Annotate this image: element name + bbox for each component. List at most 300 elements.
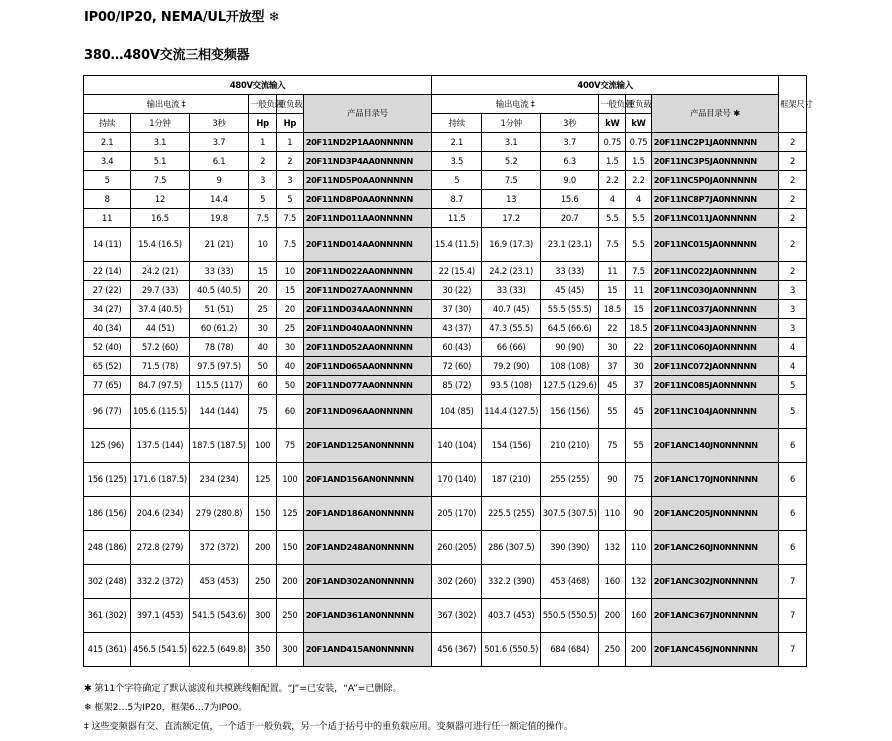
cell-400-catalog-number: 20F11NC2P1JA0NNNNN [651, 133, 778, 152]
cell-480-three-seconds: 115.5 (117) [189, 376, 249, 395]
cell-480-one-minute: 29.7 (33) [131, 281, 190, 300]
cell-400-nd-kw: 132 [599, 531, 626, 565]
cell-480-one-minute: 12 [131, 190, 190, 209]
cell-400-nd-kw: 1.5 [599, 152, 626, 171]
cell-480-hd-hp: 2 [277, 152, 304, 171]
cell-480-continuous: 156 (125) [84, 463, 131, 497]
cell-400-catalog-number: 20F11NC011JA0NNNNN [651, 209, 778, 228]
cell-480-hd-hp: 25 [277, 319, 304, 338]
cell-480-nd-hp: 10 [249, 228, 277, 262]
cell-480-one-minute: 3.1 [131, 133, 190, 152]
cell-480-catalog-number: 20F11ND014AA0NNNNN [303, 228, 431, 262]
cell-480-one-minute: 171.6 (187.5) [131, 463, 190, 497]
header-400-output-current: 输出电流 ‡ [432, 95, 599, 114]
cell-400-three-seconds: 90 (90) [540, 338, 599, 357]
cell-400-hd-kw: 7.5 [626, 262, 652, 281]
cell-400-nd-kw: 160 [599, 565, 626, 599]
cell-frame-size: 2 [779, 152, 807, 171]
cell-frame-size: 6 [779, 429, 807, 463]
cell-480-hd-hp: 7.5 [277, 228, 304, 262]
cell-400-hd-kw: 15 [626, 300, 652, 319]
cell-480-nd-hp: 25 [249, 300, 277, 319]
cell-400-three-seconds: 550.5 (550.5) [540, 599, 599, 633]
header-480-continuous: 持续 [84, 114, 131, 133]
cell-400-catalog-number: 20F11NC022JA0NNNNN [651, 262, 778, 281]
cell-400-catalog-number: 20F11NC072JA0NNNNN [651, 357, 778, 376]
cell-480-one-minute: 456.5 (541.5) [131, 633, 190, 667]
cell-400-one-minute: 17.2 [482, 209, 541, 228]
cell-400-one-minute: 33 (33) [482, 281, 541, 300]
cell-400-hd-kw: 90 [626, 497, 652, 531]
cell-480-hd-hp: 250 [277, 599, 304, 633]
cell-480-one-minute: 204.6 (234) [131, 497, 190, 531]
cell-frame-size: 2 [779, 262, 807, 281]
header-480-heavy-duty: 重负载 [277, 95, 304, 114]
table-row [84, 300, 807, 319]
table-row [84, 262, 807, 281]
cell-480-one-minute: 24.2 (21) [131, 262, 190, 281]
cell-400-one-minute: 79.2 (90) [482, 357, 541, 376]
cell-400-one-minute: 47.3 (55.5) [482, 319, 541, 338]
cell-480-three-seconds: 279 (280.8) [189, 497, 249, 531]
table-row [84, 152, 807, 171]
cell-400-one-minute: 3.1 [482, 133, 541, 152]
cell-frame-size: 4 [779, 338, 807, 357]
cell-400-catalog-number: 20F1ANC170JN0NNNNN [651, 463, 778, 497]
header-frame-size: 框架尺寸 [779, 76, 807, 133]
cell-400-continuous: 2.1 [432, 133, 482, 152]
cell-480-continuous: 65 (52) [84, 357, 131, 376]
cell-400-catalog-number: 20F11NC037JA0NNNNN [651, 300, 778, 319]
cell-400-catalog-number: 20F1ANC140JN0NNNNN [651, 429, 778, 463]
cell-480-continuous: 3.4 [84, 152, 131, 171]
cell-480-catalog-number: 20F11ND027AA0NNNNN [303, 281, 431, 300]
header-400-hd-kw: kW [626, 114, 652, 133]
cell-400-hd-kw: 5.5 [626, 209, 652, 228]
cell-480-hd-hp: 60 [277, 395, 304, 429]
cell-480-one-minute: 15.4 (16.5) [131, 228, 190, 262]
cell-480-nd-hp: 3 [249, 171, 277, 190]
header-480-hd-hp: Hp [277, 114, 304, 133]
header-480-normal-duty: 一般负载 [249, 95, 277, 114]
cell-480-one-minute: 332.2 (372) [131, 565, 190, 599]
cell-400-one-minute: 332.2 (390) [482, 565, 541, 599]
cell-400-hd-kw: 2.2 [626, 171, 652, 190]
cell-480-one-minute: 57.2 (60) [131, 338, 190, 357]
cell-480-nd-hp: 2 [249, 152, 277, 171]
cell-400-three-seconds: 127.5 (129.6) [540, 376, 599, 395]
cell-400-continuous: 8.7 [432, 190, 482, 209]
cell-frame-size: 2 [779, 209, 807, 228]
cell-480-three-seconds: 33 (33) [189, 262, 249, 281]
cell-400-one-minute: 403.7 (453) [482, 599, 541, 633]
cell-frame-size: 3 [779, 281, 807, 300]
cell-frame-size: 5 [779, 395, 807, 429]
cell-480-hd-hp: 125 [277, 497, 304, 531]
table-row [84, 209, 807, 228]
cell-400-continuous: 140 (104) [432, 429, 482, 463]
header-480-output-current: 输出电流 ‡ [84, 95, 249, 114]
cell-480-hd-hp: 50 [277, 376, 304, 395]
cell-480-nd-hp: 350 [249, 633, 277, 667]
cell-480-one-minute: 44 (51) [131, 319, 190, 338]
cell-480-three-seconds: 9 [189, 171, 249, 190]
footnote-frame-ip: ❄ 框架2…5为IP20，框架6…7为IP00。 [84, 702, 248, 713]
cell-480-hd-hp: 10 [277, 262, 304, 281]
cell-480-hd-hp: 3 [277, 171, 304, 190]
cell-480-catalog-number: 20F1AND302AN0NNNNN [303, 565, 431, 599]
cell-400-nd-kw: 55 [599, 395, 626, 429]
cell-400-hd-kw: 55 [626, 429, 652, 463]
table-row [84, 531, 807, 565]
cell-400-continuous: 456 (367) [432, 633, 482, 667]
cell-400-three-seconds: 453 (468) [540, 565, 599, 599]
cell-400-hd-kw: 11 [626, 281, 652, 300]
cell-400-nd-kw: 11 [599, 262, 626, 281]
cell-480-nd-hp: 200 [249, 531, 277, 565]
cell-480-nd-hp: 50 [249, 357, 277, 376]
cell-480-catalog-number: 20F1AND186AN0NNNNN [303, 497, 431, 531]
table-row [84, 376, 807, 395]
cell-400-hd-kw: 45 [626, 395, 652, 429]
cell-480-continuous: 8 [84, 190, 131, 209]
cell-400-one-minute: 24.2 (23.1) [482, 262, 541, 281]
cell-400-hd-kw: 0.75 [626, 133, 652, 152]
cell-400-catalog-number: 20F1ANC205JN0NNNNN [651, 497, 778, 531]
cell-400-hd-kw: 110 [626, 531, 652, 565]
table-row [84, 281, 807, 300]
table-body [84, 133, 807, 667]
cell-400-three-seconds: 20.7 [540, 209, 599, 228]
cell-400-nd-kw: 2.2 [599, 171, 626, 190]
cell-400-one-minute: 187 (210) [482, 463, 541, 497]
cell-480-catalog-number: 20F1AND415AN0NNNNN [303, 633, 431, 667]
cell-480-catalog-number: 20F11ND3P4AA0NNNNN [303, 152, 431, 171]
cell-400-three-seconds: 45 (45) [540, 281, 599, 300]
cell-400-hd-kw: 37 [626, 376, 652, 395]
cell-frame-size: 4 [779, 357, 807, 376]
cell-400-three-seconds: 23.1 (23.1) [540, 228, 599, 262]
cell-400-catalog-number: 20F1ANC456JN0NNNNN [651, 633, 778, 667]
cell-400-continuous: 72 (60) [432, 357, 482, 376]
table-row [84, 357, 807, 376]
table-row [84, 565, 807, 599]
cell-400-catalog-number: 20F1ANC367JN0NNNNN [651, 599, 778, 633]
cell-frame-size: 6 [779, 531, 807, 565]
table-row [84, 133, 807, 152]
cell-400-continuous: 170 (140) [432, 463, 482, 497]
cell-frame-size: 5 [779, 376, 807, 395]
cell-400-one-minute: 13 [482, 190, 541, 209]
cell-480-catalog-number: 20F11ND096AA0NNNNN [303, 395, 431, 429]
cell-400-hd-kw: 22 [626, 338, 652, 357]
cell-400-nd-kw: 110 [599, 497, 626, 531]
cell-frame-size: 6 [779, 497, 807, 531]
header-400-continuous: 持续 [432, 114, 482, 133]
footnote-duty-ratings: ‡ 这些变频器有交、直流额定值，一个适于一般负载，另一个适于括号中的重负载应用。变频器可进行任一额定值的操作。 [84, 721, 573, 732]
cell-480-three-seconds: 622.5 (649.8) [189, 633, 249, 667]
cell-480-catalog-number: 20F11ND052AA0NNNNN [303, 338, 431, 357]
cell-400-continuous: 22 (15.4) [432, 262, 482, 281]
cell-480-catalog-number: 20F1AND361AN0NNNNN [303, 599, 431, 633]
cell-400-continuous: 60 (43) [432, 338, 482, 357]
cell-400-hd-kw: 200 [626, 633, 652, 667]
cell-400-three-seconds: 156 (156) [540, 395, 599, 429]
cell-480-one-minute: 5.1 [131, 152, 190, 171]
cell-400-catalog-number: 20F1ANC302JN0NNNNN [651, 565, 778, 599]
cell-400-nd-kw: 4 [599, 190, 626, 209]
cell-400-continuous: 30 (22) [432, 281, 482, 300]
cell-400-nd-kw: 7.5 [599, 228, 626, 262]
cell-480-nd-hp: 300 [249, 599, 277, 633]
cell-400-nd-kw: 30 [599, 338, 626, 357]
cell-480-one-minute: 272.8 (279) [131, 531, 190, 565]
cell-400-continuous: 43 (37) [432, 319, 482, 338]
table-row [84, 463, 807, 497]
table-row [84, 395, 807, 429]
cell-480-nd-hp: 125 [249, 463, 277, 497]
cell-480-one-minute: 71.5 (78) [131, 357, 190, 376]
cell-400-hd-kw: 1.5 [626, 152, 652, 171]
cell-480-nd-hp: 20 [249, 281, 277, 300]
cell-400-nd-kw: 200 [599, 599, 626, 633]
cell-400-nd-kw: 90 [599, 463, 626, 497]
page-title: IP00/IP20, NEMA/UL开放型 ❄ [84, 10, 280, 25]
table-row [84, 319, 807, 338]
cell-400-nd-kw: 22 [599, 319, 626, 338]
cell-400-three-seconds: 55.5 (55.5) [540, 300, 599, 319]
cell-400-one-minute: 16.9 (17.3) [482, 228, 541, 262]
cell-400-three-seconds: 255 (255) [540, 463, 599, 497]
cell-frame-size: 7 [779, 565, 807, 599]
cell-400-three-seconds: 6.3 [540, 152, 599, 171]
cell-frame-size: 2 [779, 133, 807, 152]
cell-400-catalog-number: 20F11NC085JA0NNNNN [651, 376, 778, 395]
table-row [84, 338, 807, 357]
cell-400-three-seconds: 33 (33) [540, 262, 599, 281]
header-400-normal-duty: 一般负载 [599, 95, 626, 114]
cell-400-one-minute: 5.2 [482, 152, 541, 171]
cell-frame-size: 3 [779, 319, 807, 338]
cell-400-nd-kw: 250 [599, 633, 626, 667]
header-480-three-seconds: 3秒 [189, 114, 249, 133]
cell-400-hd-kw: 18.5 [626, 319, 652, 338]
cell-480-nd-hp: 100 [249, 429, 277, 463]
cell-frame-size: 7 [779, 633, 807, 667]
header-400-catalog-number: 产品目录号 ✱ [651, 95, 778, 133]
header-480v-input: 480V交流输入 [84, 76, 432, 95]
cell-400-continuous: 11.5 [432, 209, 482, 228]
cell-480-continuous: 52 (40) [84, 338, 131, 357]
cell-480-continuous: 11 [84, 209, 131, 228]
cell-400-one-minute: 40.7 (45) [482, 300, 541, 319]
cell-480-three-seconds: 14.4 [189, 190, 249, 209]
cell-400-three-seconds: 307.5 (307.5) [540, 497, 599, 531]
cell-480-hd-hp: 15 [277, 281, 304, 300]
cell-480-continuous: 125 (96) [84, 429, 131, 463]
cell-480-continuous: 302 (248) [84, 565, 131, 599]
table-row [84, 190, 807, 209]
cell-480-continuous: 5 [84, 171, 131, 190]
cell-480-hd-hp: 7.5 [277, 209, 304, 228]
cell-480-hd-hp: 200 [277, 565, 304, 599]
cell-400-nd-kw: 5.5 [599, 209, 626, 228]
cell-400-continuous: 5 [432, 171, 482, 190]
cell-400-continuous: 15.4 (11.5) [432, 228, 482, 262]
cell-400-continuous: 3.5 [432, 152, 482, 171]
cell-400-nd-kw: 37 [599, 357, 626, 376]
section-title: 380…480V交流三相变频器 [84, 48, 250, 63]
cell-480-hd-hp: 20 [277, 300, 304, 319]
cell-480-three-seconds: 40.5 (40.5) [189, 281, 249, 300]
cell-400-catalog-number: 20F11NC043JA0NNNNN [651, 319, 778, 338]
cell-400-catalog-number: 20F1ANC260JN0NNNNN [651, 531, 778, 565]
cell-480-continuous: 186 (156) [84, 497, 131, 531]
table-row [84, 171, 807, 190]
cell-480-hd-hp: 150 [277, 531, 304, 565]
cell-480-three-seconds: 97.5 (97.5) [189, 357, 249, 376]
cell-480-continuous: 248 (186) [84, 531, 131, 565]
cell-480-continuous: 361 (302) [84, 599, 131, 633]
cell-480-one-minute: 137.5 (144) [131, 429, 190, 463]
cell-400-nd-kw: 18.5 [599, 300, 626, 319]
cell-480-one-minute: 7.5 [131, 171, 190, 190]
cell-480-hd-hp: 300 [277, 633, 304, 667]
cell-480-three-seconds: 21 (21) [189, 228, 249, 262]
cell-480-nd-hp: 7.5 [249, 209, 277, 228]
cell-400-hd-kw: 160 [626, 599, 652, 633]
cell-frame-size: 7 [779, 599, 807, 633]
cell-480-catalog-number: 20F11ND040AA0NNNNN [303, 319, 431, 338]
cell-480-three-seconds: 187.5 (187.5) [189, 429, 249, 463]
cell-400-catalog-number: 20F11NC8P7JA0NNNNN [651, 190, 778, 209]
cell-480-three-seconds: 541.5 (543.6) [189, 599, 249, 633]
cell-480-three-seconds: 234 (234) [189, 463, 249, 497]
cell-480-three-seconds: 144 (144) [189, 395, 249, 429]
cell-480-three-seconds: 372 (372) [189, 531, 249, 565]
cell-400-one-minute: 114.4 (127.5) [482, 395, 541, 429]
cell-480-continuous: 415 (361) [84, 633, 131, 667]
cell-400-continuous: 367 (302) [432, 599, 482, 633]
header-400-heavy-duty: 重负载 [626, 95, 652, 114]
cell-480-catalog-number: 20F11ND2P1AA0NNNNN [303, 133, 431, 152]
cell-400-continuous: 260 (205) [432, 531, 482, 565]
cell-480-hd-hp: 1 [277, 133, 304, 152]
cell-400-three-seconds: 390 (390) [540, 531, 599, 565]
header-480-catalog-number: 产品目录号 [303, 95, 431, 133]
header-480-nd-hp: Hp [249, 114, 277, 133]
cell-400-catalog-number: 20F11NC5P0JA0NNNNN [651, 171, 778, 190]
cell-480-continuous: 40 (34) [84, 319, 131, 338]
cell-400-hd-kw: 4 [626, 190, 652, 209]
cell-400-continuous: 85 (72) [432, 376, 482, 395]
cell-400-continuous: 205 (170) [432, 497, 482, 531]
table-row [84, 429, 807, 463]
cell-400-continuous: 104 (85) [432, 395, 482, 429]
cell-400-continuous: 37 (30) [432, 300, 482, 319]
cell-400-hd-kw: 5.5 [626, 228, 652, 262]
cell-400-nd-kw: 15 [599, 281, 626, 300]
cell-400-one-minute: 286 (307.5) [482, 531, 541, 565]
table-row [84, 497, 807, 531]
cell-480-hd-hp: 30 [277, 338, 304, 357]
cell-frame-size: 2 [779, 171, 807, 190]
footnotes [84, 679, 573, 736]
cell-480-hd-hp: 100 [277, 463, 304, 497]
cell-480-continuous: 27 (22) [84, 281, 131, 300]
cell-400-one-minute: 225.5 (255) [482, 497, 541, 531]
cell-480-nd-hp: 30 [249, 319, 277, 338]
cell-480-catalog-number: 20F11ND034AA0NNNNN [303, 300, 431, 319]
cell-480-one-minute: 37.4 (40.5) [131, 300, 190, 319]
cell-400-one-minute: 501.6 (550.5) [482, 633, 541, 667]
cell-frame-size: 2 [779, 190, 807, 209]
cell-400-catalog-number: 20F11NC104JA0NNNNN [651, 395, 778, 429]
cell-480-nd-hp: 60 [249, 376, 277, 395]
cell-400-three-seconds: 210 (210) [540, 429, 599, 463]
cell-400-one-minute: 7.5 [482, 171, 541, 190]
cell-400-nd-kw: 45 [599, 376, 626, 395]
cell-480-continuous: 34 (27) [84, 300, 131, 319]
cell-480-hd-hp: 5 [277, 190, 304, 209]
cell-480-hd-hp: 40 [277, 357, 304, 376]
cell-400-one-minute: 154 (156) [482, 429, 541, 463]
cell-480-continuous: 77 (65) [84, 376, 131, 395]
cell-400-hd-kw: 132 [626, 565, 652, 599]
cell-400-three-seconds: 64.5 (66.6) [540, 319, 599, 338]
cell-480-three-seconds: 51 (51) [189, 300, 249, 319]
cell-480-catalog-number: 20F11ND8P0AA0NNNNN [303, 190, 431, 209]
cell-400-one-minute: 93.5 (108) [482, 376, 541, 395]
table-row [84, 633, 807, 667]
cell-480-three-seconds: 453 (453) [189, 565, 249, 599]
header-400-three-seconds: 3秒 [540, 114, 599, 133]
cell-400-catalog-number: 20F11NC015JA0NNNNN [651, 228, 778, 262]
cell-400-hd-kw: 30 [626, 357, 652, 376]
cell-480-continuous: 2.1 [84, 133, 131, 152]
header-400-one-minute: 1分钟 [482, 114, 541, 133]
header-400-nd-kw: kW [599, 114, 626, 133]
cell-480-hd-hp: 75 [277, 429, 304, 463]
table-row [84, 599, 807, 633]
cell-frame-size: 3 [779, 300, 807, 319]
cell-480-nd-hp: 1 [249, 133, 277, 152]
cell-480-one-minute: 16.5 [131, 209, 190, 228]
cell-400-continuous: 302 (260) [432, 565, 482, 599]
cell-480-nd-hp: 150 [249, 497, 277, 531]
cell-480-one-minute: 105.6 (115.5) [131, 395, 190, 429]
cell-480-nd-hp: 75 [249, 395, 277, 429]
cell-480-three-seconds: 19.8 [189, 209, 249, 228]
header-480-one-minute: 1分钟 [131, 114, 190, 133]
cell-480-catalog-number: 20F11ND077AA0NNNNN [303, 376, 431, 395]
drive-spec-table [83, 75, 813, 667]
cell-400-three-seconds: 15.6 [540, 190, 599, 209]
cell-480-catalog-number: 20F11ND022AA0NNNNN [303, 262, 431, 281]
cell-400-catalog-number: 20F11NC3P5JA0NNNNN [651, 152, 778, 171]
cell-480-three-seconds: 6.1 [189, 152, 249, 171]
cell-480-catalog-number: 20F1AND125AN0NNNNN [303, 429, 431, 463]
cell-400-catalog-number: 20F11NC060JA0NNNNN [651, 338, 778, 357]
cell-480-three-seconds: 60 (61.2) [189, 319, 249, 338]
cell-400-three-seconds: 9.0 [540, 171, 599, 190]
cell-480-catalog-number: 20F11ND5P0AA0NNNNN [303, 171, 431, 190]
cell-400-nd-kw: 0.75 [599, 133, 626, 152]
cell-400-nd-kw: 75 [599, 429, 626, 463]
cell-400-catalog-number: 20F11NC030JA0NNNNN [651, 281, 778, 300]
cell-480-nd-hp: 5 [249, 190, 277, 209]
table-row [84, 228, 807, 262]
